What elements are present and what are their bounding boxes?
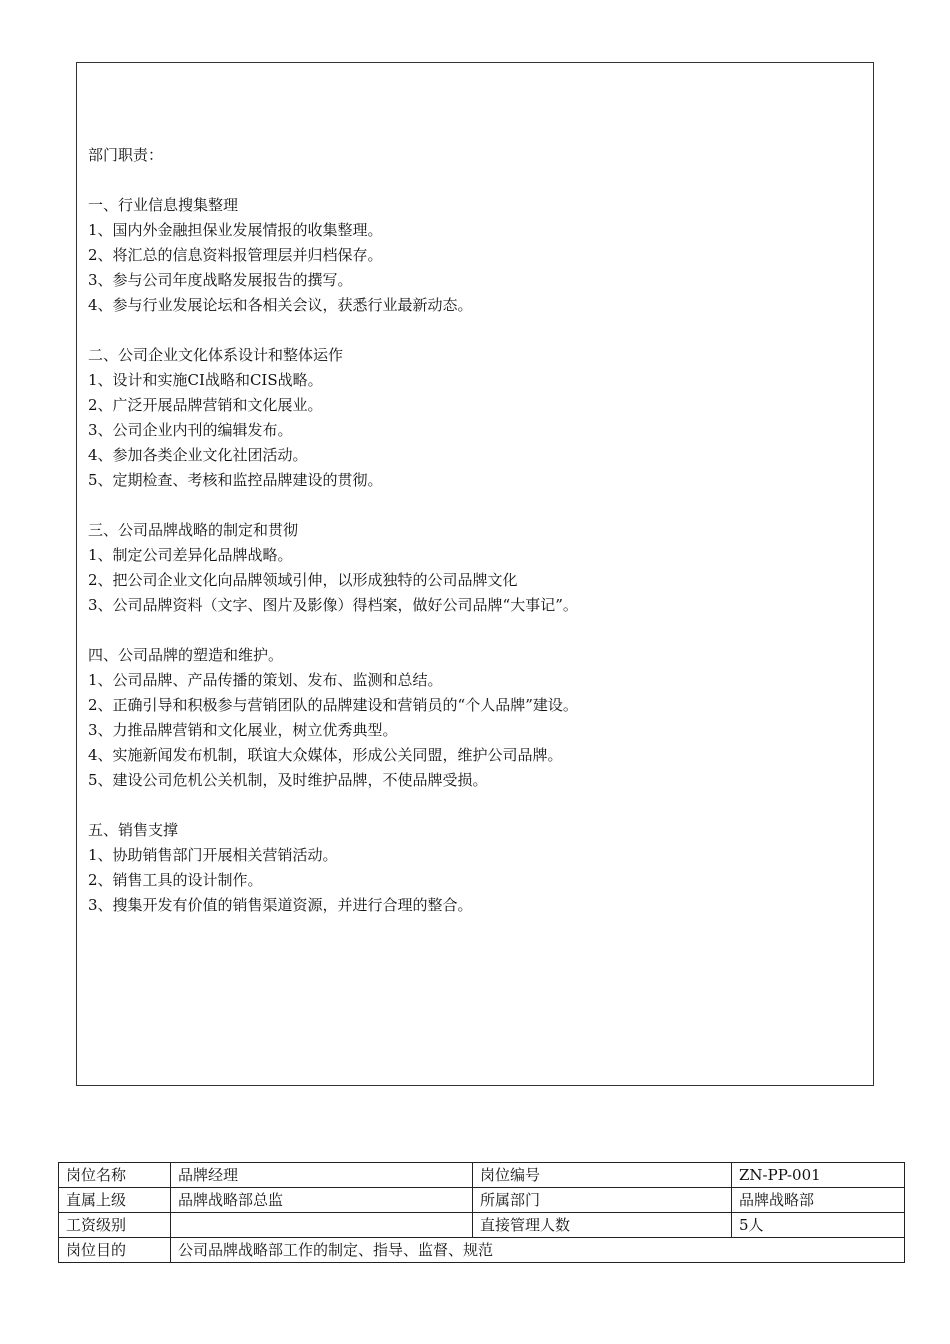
job-purpose-value: 公司品牌战略部工作的制定、指导、监督、规范 [171, 1238, 905, 1263]
duty-item: 5、建设公司危机公关机制，及时维护品牌，不使品牌受损。 [88, 771, 488, 789]
table-row [59, 1213, 905, 1238]
job-title-label: 岗位名称 [59, 1163, 171, 1188]
duties-heading: 部门职责： [88, 146, 164, 164]
job-info-table [58, 1162, 905, 1263]
duty-item: 3、公司企业内刊的编辑发布。 [88, 421, 293, 439]
section-title-4: 四、公司品牌的塑造和维护。 [88, 646, 284, 664]
duty-item: 5、定期检查、考核和监控品牌建设的贯彻。 [88, 471, 383, 489]
duty-item: 2、将汇总的信息资料报管理层并归档保存。 [88, 246, 383, 264]
supervisor-label: 直属上级 [59, 1188, 171, 1213]
duty-item: 1、公司品牌、产品传播的策划、发布、监测和总结。 [88, 671, 443, 689]
department-label: 所属部门 [473, 1188, 732, 1213]
duty-item: 1、设计和实施CI战略和CIS战略。 [88, 371, 323, 389]
blank-line [88, 493, 863, 518]
table-row [59, 1188, 905, 1213]
duty-item: 4、参与行业发展论坛和各相关会议，获悉行业最新动态。 [88, 296, 473, 314]
job-title-value: 品牌经理 [171, 1163, 473, 1188]
department-value: 品牌战略部 [732, 1188, 905, 1213]
duty-item: 1、制定公司差异化品牌战略。 [88, 546, 293, 564]
duty-item: 2、正确引导和积极参与营销团队的品牌建设和营销员的“个人品牌”建设。 [88, 696, 578, 714]
duty-item: 3、公司品牌资料（文字、图片及影像）得档案，做好公司品牌“大事记”。 [88, 596, 578, 614]
duty-item: 4、参加各类企业文化社团活动。 [88, 446, 308, 464]
department-duties-box [76, 62, 874, 1086]
job-code-label: 岗位编号 [473, 1163, 732, 1188]
section-title-3: 三、公司品牌战略的制定和贯彻 [88, 521, 299, 539]
direct-reports-value: 5人 [732, 1213, 905, 1238]
job-purpose-label: 岗位目的 [59, 1238, 171, 1263]
duty-item: 1、国内外金融担保业发展情报的收集整理。 [88, 221, 383, 239]
job-code-value: ZN-PP-001 [732, 1163, 905, 1188]
blank-line [88, 618, 863, 643]
salary-grade-value [171, 1213, 473, 1238]
blank-line [88, 793, 863, 818]
duty-item: 3、参与公司年度战略发展报告的撰写。 [88, 271, 353, 289]
duty-item: 2、把公司企业文化向品牌领域引伸，以形成独特的公司品牌文化 [88, 571, 518, 589]
table-row [59, 1163, 905, 1188]
duty-item: 3、力推品牌营销和文化展业，树立优秀典型。 [88, 721, 398, 739]
table-row [59, 1238, 905, 1263]
duties-content [88, 143, 863, 918]
salary-grade-label: 工资级别 [59, 1213, 171, 1238]
duty-item: 2、广泛开展品牌营销和文化展业。 [88, 396, 323, 414]
duty-item: 3、搜集开发有价值的销售渠道资源，并进行合理的整合。 [88, 896, 473, 914]
duty-item: 1、协助销售部门开展相关营销活动。 [88, 846, 338, 864]
section-title-1: 一、行业信息搜集整理 [88, 196, 239, 214]
direct-reports-label: 直接管理人数 [473, 1213, 732, 1238]
supervisor-value: 品牌战略部总监 [171, 1188, 473, 1213]
section-title-2: 二、公司企业文化体系设计和整体运作 [88, 346, 344, 364]
section-title-5: 五、销售支撑 [88, 821, 179, 839]
duty-item: 2、销售工具的设计制作。 [88, 871, 263, 889]
blank-line [88, 318, 863, 343]
blank-line [88, 168, 863, 193]
duty-item: 4、实施新闻发布机制，联谊大众媒体，形成公关同盟，维护公司品牌。 [88, 746, 563, 764]
